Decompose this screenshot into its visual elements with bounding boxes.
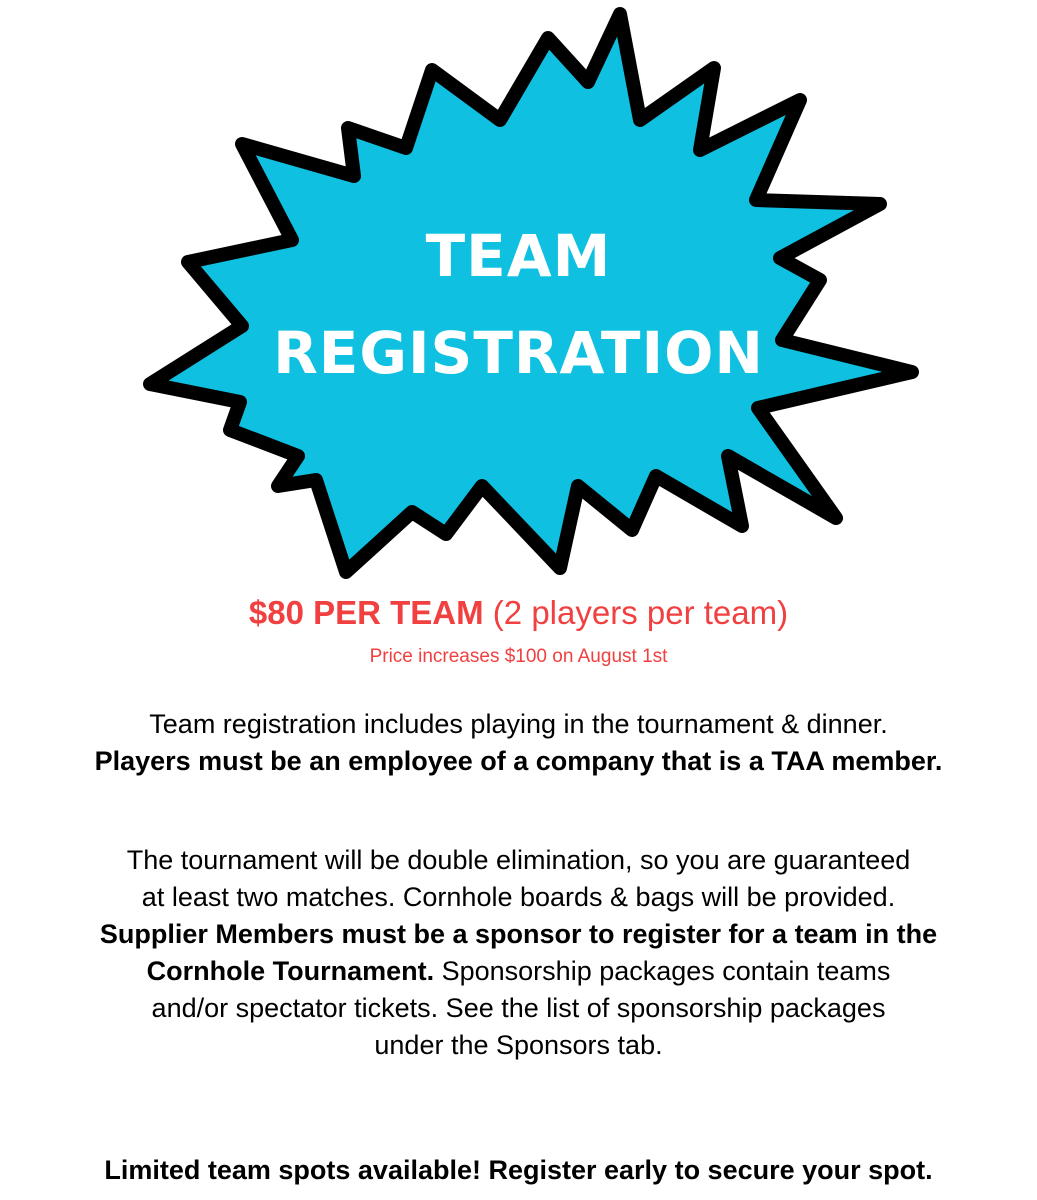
price-heading [0,591,1037,635]
sponsorship-text-line3: under the Sponsors tab. [374,1030,663,1060]
eligibility-text: Players must be an employee of a company that is a TAA member. [94,746,943,776]
price-amount: $80 PER TEAM [248,594,484,631]
price-increase-note: Price increases $100 on August 1st [369,646,668,667]
supplier-requirement-line2: Cornhole Tournament. [146,956,435,986]
supplier-requirement-line1: Supplier Members must be a sponsor to register for a team in the [99,919,938,949]
limited-spots-notice [0,1152,1037,1189]
price-detail: (2 players per team) [483,594,789,631]
sponsorship-text-line1: Sponsorship packages contain teams [434,956,891,986]
hero-title-line1: TEAM [425,222,612,290]
format-text-line2: at least two matches. Cornhole boards & bags will be provided. [141,882,896,912]
supplier-sponsorship-line [0,953,1037,990]
tournament-details [0,842,1037,1064]
includes-text: Team registration includes playing in the tournament & dinner. [149,709,888,739]
hero-title-line2: REGISTRATION [273,319,764,387]
burst-shape [150,14,912,572]
registration-details [0,706,1037,780]
sponsorship-text-line2: and/or spectator tickets. See the list of sponsorship packages [151,993,886,1023]
limited-spots-text: Limited team spots available! Register early to secure your spot. [104,1155,933,1185]
format-text-line1: The tournament will be double elimination, so you are guaranteed [126,845,911,875]
